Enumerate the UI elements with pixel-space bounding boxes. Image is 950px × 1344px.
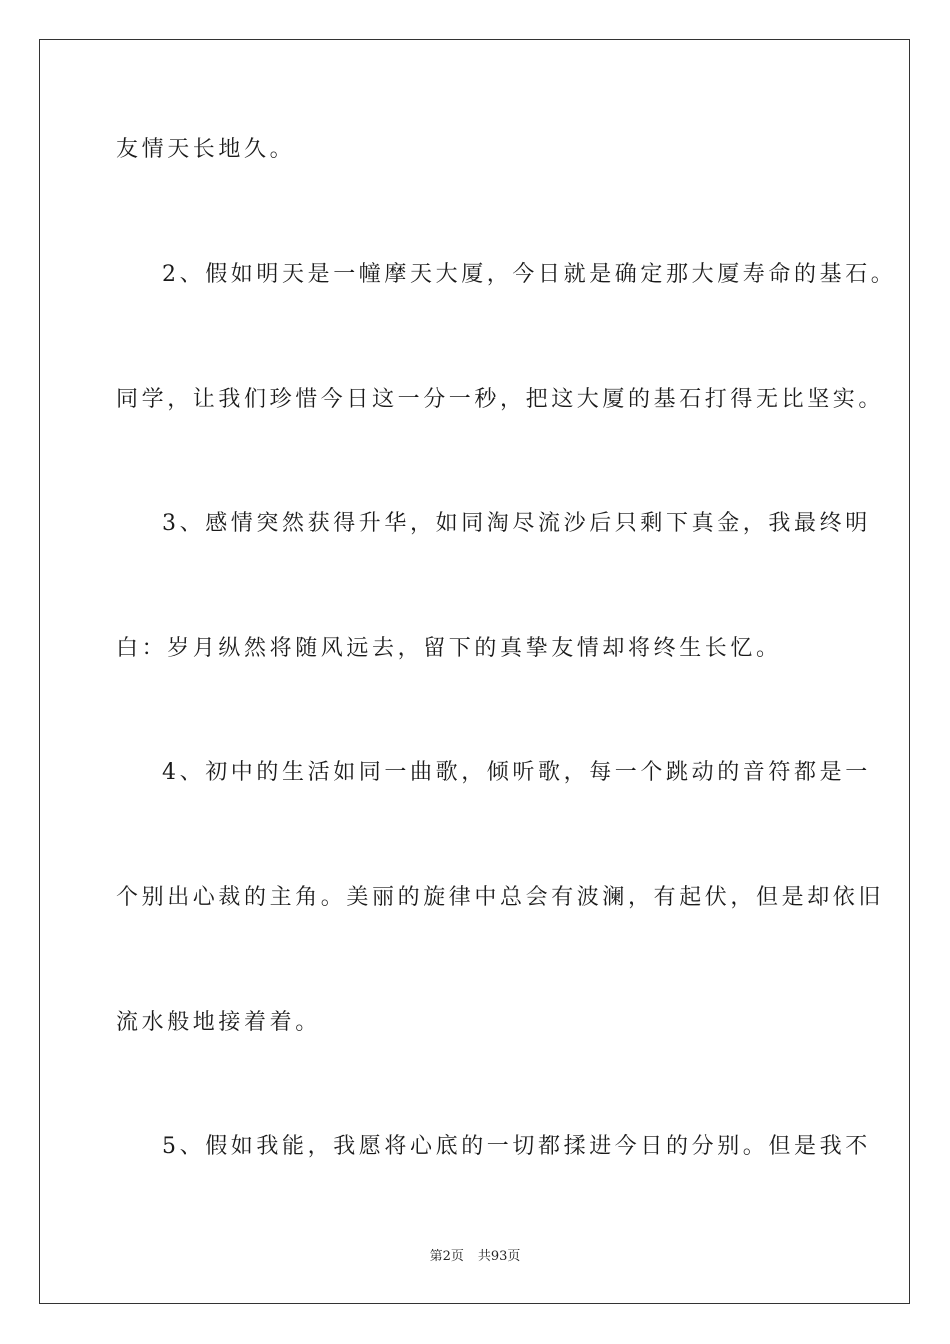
text-line-9: 5、假如我能，我愿将心底的一切都揉进今日的分别。但是我不 — [162, 1134, 871, 1159]
text-line-3: 同学，让我们珍惜今日这一分一秒，把这大厦的基石打得无比坚实。 — [116, 387, 885, 412]
page-total: 共93页 — [477, 1249, 521, 1264]
page-number: 第2页 — [429, 1249, 464, 1264]
text-line-5: 白：岁月纵然将随风远去，留下的真挚友情却将终生长忆。 — [116, 636, 782, 661]
text-line-6: 4、初中的生活如同一曲歌，倾听歌，每一个跳动的音符都是一 — [162, 760, 871, 785]
text-line-2: 2、假如明天是一幢摩天大厦，今日就是确定那大厦寿命的基石。 — [162, 262, 897, 287]
text-line-1: 友情天长地久。 — [116, 137, 296, 162]
page-border — [39, 39, 910, 1304]
text-line-8: 流水般地接着着。 — [116, 1010, 321, 1035]
text-line-7: 个别出心裁的主角。美丽的旋律中总会有波澜，有起伏，但是却依旧 — [116, 885, 885, 910]
text-line-4: 3、感情突然获得升华，如同淘尽流沙后只剩下真金，我最终明 — [162, 511, 871, 536]
page-footer — [0, 1248, 950, 1266]
